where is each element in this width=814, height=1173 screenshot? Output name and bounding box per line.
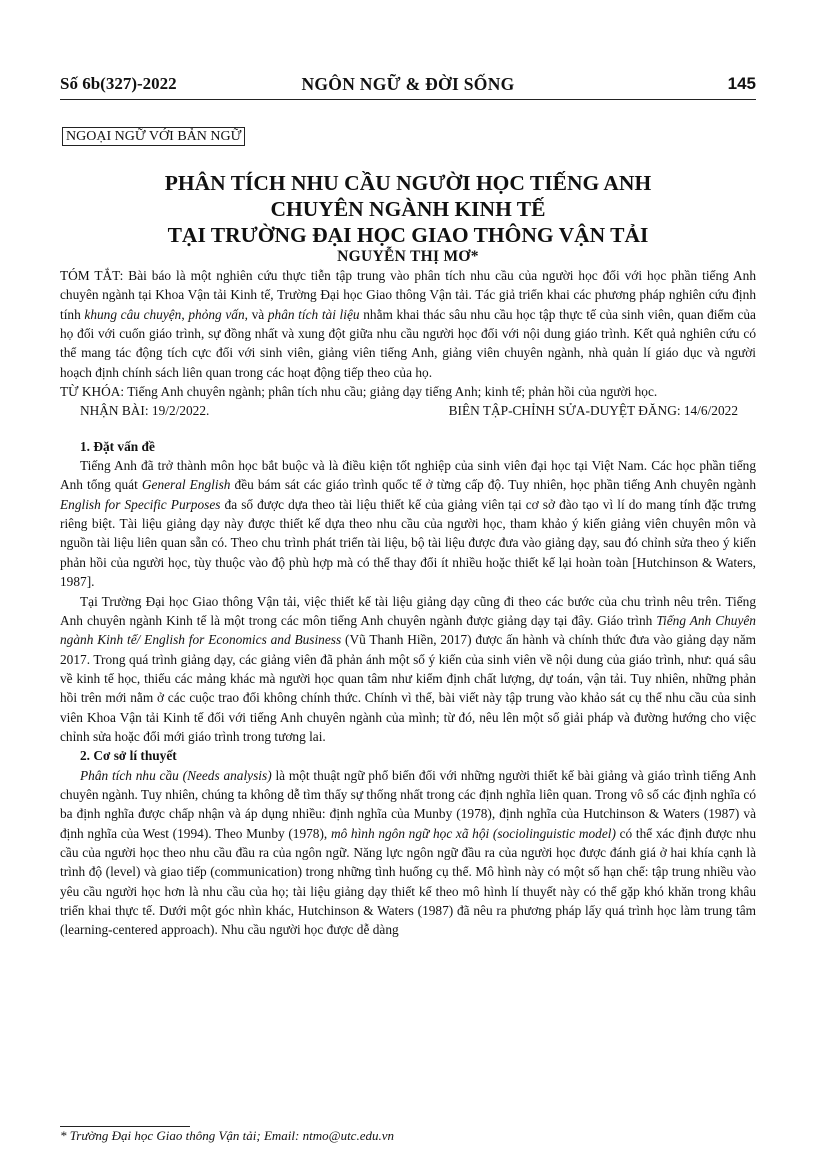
article-body — [60, 266, 756, 940]
section-1-heading: 1. Đặt vấn đề — [80, 438, 155, 454]
title-line-1: PHÂN TÍCH NHU CẦU NGƯỜI HỌC TIẾNG ANH — [164, 171, 652, 195]
paragraph-term: Phân tích nhu cầu (Needs analysis) — [80, 767, 272, 783]
paragraph-text: đa số được dựa theo tài liệu thiết kế của giảng viên tại cơ sở đào tạo vì lí do mang tính đặc trưng riêng biệt. Tài liệu giảng dạy này được thiết kế dựa theo nhu cầu của người học, tham khảo ý kiến giảng viên chuyên môn và nguồn tài liệu liên quan sẵn có. Theo chu trình phát triển tài liệu, bộ tài liệu được đưa vào giảng dạy, sau đó chỉnh sửa theo ý kiến phản hồi của người học, tùy thuộc vào độ phù hợp mà có thể thay đổi ít nhiều hoặc thiết kế lại hoàn toàn [Hutchinson & Waters, 1987]. — [60, 496, 756, 590]
title-line-2: CHUYÊN NGÀNH KINH TẾ — [270, 197, 546, 221]
paragraph-term: General English — [141, 477, 231, 493]
paragraph-text: là một thuật ngữ phổ biến đối với những người thiết kế bài giảng và giáo trình tiếng Anh chuyên ngành. Tuy nhiên, chúng ta không dễ tìm thấy sự thống nhất trong các định nghĩa liên quan. Trong vô số các định nghĩa có ba định nghĩa được chấp nhận và áp dụng nhiều: định nghĩa của Munby (1978), định nghĩa của Hutchinson & Waters (1987) và định nghĩa của West (1994). Theo Munby (1978), — [60, 767, 757, 841]
abstract-term: phỏng vấn — [188, 306, 245, 322]
keywords: TỪ KHÓA: Tiếng Anh chuyên ngành; phân tích nhu cầu; giảng dạy tiếng Anh; kinh tế; phản hồi của người học. — [60, 384, 658, 400]
section-2-paragraph-1 — [60, 766, 756, 940]
paragraph-term: Tiếng Anh Chuyên ngành Kinh tế/ English for Economics and Business — [60, 612, 756, 648]
abstract-term: phân tích tài liệu — [267, 306, 360, 322]
section-gap — [60, 421, 756, 437]
header-divider — [60, 99, 756, 100]
article-title — [60, 170, 756, 248]
paragraph-term: English for Specific Purposes — [60, 496, 221, 512]
paragraph-text: Tiếng Anh đã trở thành môn học bắt buộc và là điều kiện tốt nghiệp của sinh viên đại học tại Việt Nam. Các học phần tiếng Anh tổng quát — [60, 458, 756, 493]
abstract-term: khung câu chuyện — [84, 306, 182, 322]
section-2-heading: 2. Cơ sở lí thuyết — [80, 748, 177, 764]
abstract-text: , — [181, 306, 189, 322]
paragraph-text: có thể xác định được nhu cầu của người học theo nhu cầu đầu ra của ngôn ngữ. Năng lực ngôn ngữ đầu ra của người học được đánh giá ở hai khía cạnh là trình độ (level) và giao tiếp (communication) trong những tình huống cụ thể. Mô hình này có một số hạn chế: tập trung nhiều vào yêu cầu người học hơn là nhu cầu của họ; tài liệu giảng dạy thiết kế theo mô hình lí thuyết này có thể gặp khó khăn trong khâu triển khai thực tế. Dưới một góc nhìn khác, Hutchinson & Waters (1987) đã nêu ra phương pháp lấy quá trình học làm trung tâm (learning-centered approach). Nhu cầu người học được dễ dàng — [60, 825, 756, 938]
paragraph-text: (Vũ Thanh Hiền, 2017) được ấn hành và chính thức đưa vào giảng dạy năm 2017. Trong quá trình giảng dạy, các giảng viên đã phản ánh một số ý kiến của sinh viên về nội dung của giáo trình, như: quá sâu về kinh tế học, thiếu các mảng khác mà người học quan tâm như kiểm định chất lượng, dự toán, vận tải. Tuy nhiên, những phản hồi trên mới nằm ở các cuộc trao đổi không chính thức. Chính vì thế, bài viết này tập trung vào khảo sát cụ thể nhu cầu của sinh viên Khoa Vận tải Kinh tế đối với tiếng Anh chuyên ngành của mình; từ đó, nêu lên một số giải pháp và đường hướng cho việc chỉnh sửa hoặc đổi mới giáo trình trong tương lai. — [60, 632, 756, 744]
paragraph-text: Tại Trường Đại học Giao thông Vận tải, việc thiết kế tài liệu giảng dạy cũng đi theo các bước của chu trình nêu trên. Tiếng Anh chuyên ngành Kinh tế là một trong các môn tiếng Anh chuyên ngành được giảng dạy tại đây. Giáo trình — [60, 593, 756, 628]
received-date: NHẬN BÀI: 19/2/2022. — [80, 403, 210, 419]
author-name: NGUYỄN THỊ MƠ* — [337, 248, 479, 265]
journal-name: NGÔN NGỮ & ĐỜI SỐNG — [301, 74, 515, 94]
paragraph-text: đều bám sát các giáo trình quốc tế ở từng cấp độ. Tuy nhiên, học phần tiếng Anh chuyên ngành — [230, 477, 756, 493]
abstract-text: TÓM TẮT: Bài báo là một nghiên cứu thực tiễn tập trung vào phân tích nhu cầu của người học đối với học phần tiếng Anh chuyên ngành tại Khoa Vận tải Kinh tế, Trường Đại học Giao thông Vận tải. Tác giả triển khai các phương pháp nghiên cứu định tính — [60, 268, 756, 322]
submission-dates — [60, 401, 756, 420]
journal-page — [60, 0, 756, 1173]
running-header — [60, 74, 756, 94]
title-line-3: TẠI TRƯỜNG ĐẠI HỌC GIAO THÔNG VẬN TẢI — [167, 223, 649, 247]
issue-number: Số 6b(327)-2022 — [60, 74, 177, 93]
section-1-paragraph-2 — [60, 592, 756, 747]
section-1-paragraph-1 — [60, 456, 756, 591]
section-label: NGOẠI NGỮ VỚI BẢN NGỮ — [62, 127, 245, 146]
abstract-text: nhằm khai thác sâu nhu cầu học tập thực tế của sinh viên, quan điểm của họ đối với cuốn giáo trình, sự đồng nhất và xung đột giữa nhu cầu người học đối với nội dung giáo trình. Kết quả nghiên cứu có thể mang tác động tích cực đối với sinh viên, giảng viên tiếng Anh, giảng viên chuyên ngành, nhà quản lí giáo dục và người hoạch định chính sách liên quan trong các hoạt động tiếp theo của họ. — [60, 306, 756, 380]
abstract — [60, 266, 756, 382]
paragraph-term: mô hình ngôn ngữ học xã hội (sociolinguistic model) — [330, 825, 616, 841]
author-affiliation-footnote: * Trường Đại học Giao thông Vận tải; Email: ntmo@utc.edu.vn — [60, 1128, 394, 1143]
page-number: 145 — [727, 74, 756, 93]
abstract-text: , và — [244, 306, 268, 322]
accepted-date: BIÊN TẬP-CHỈNH SỬA-DUYỆT ĐĂNG: 14/6/2022 — [448, 403, 738, 419]
footnote-divider — [60, 1126, 190, 1127]
